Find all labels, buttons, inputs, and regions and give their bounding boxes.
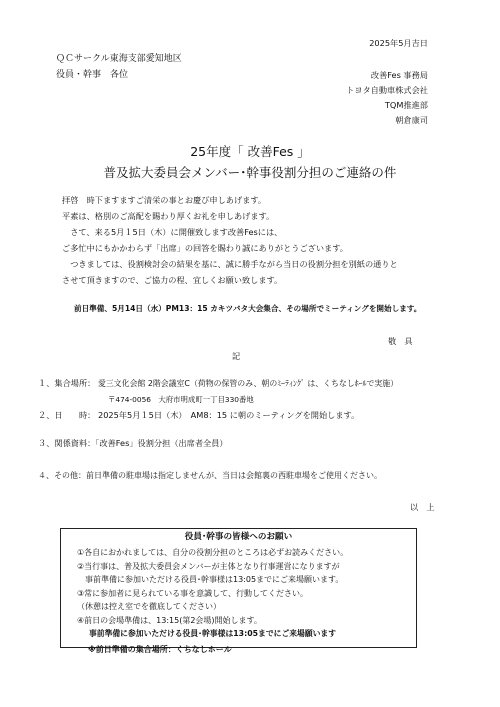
request-line: ④前日の会場準備は、13:15(第2会場)開始します。: [77, 616, 262, 625]
body-line: さて、来る5月１5日（木）に開催致します改善Fesには、: [62, 227, 283, 237]
datetime-value: 2025年5月１5日（木） AM8：15 に朝のミーティングを開始します。: [98, 410, 360, 420]
sender-name: 朝倉康司: [395, 115, 428, 125]
venue-address: 〒474-0056 大府市明成町一丁目330番地: [108, 395, 254, 404]
request-line: ②当行事は、普及拡大委員会メンバーが主体となり行事運営になりますが: [77, 562, 340, 571]
request-line: 事前準備に参加いただける役員･幹事様は13:05までにご来場願います。: [77, 575, 344, 584]
document-date: 2025年5月吉日: [369, 38, 428, 48]
other-notes: ４、その他：前日準備の駐車場は指定しませんが、当日は会館裏の西駐車場をご使用ください。: [38, 471, 382, 480]
sender-company: トヨタ自動車株式会社: [346, 85, 428, 95]
related-materials: ３、関係資料：「改善Fes」役割分担（出席者全員）: [38, 438, 228, 448]
body-line: ご多忙中にもかかわらず「出席」の回答を賜わり誠にありがとうございます。: [62, 243, 348, 253]
ki-heading: 記: [232, 351, 241, 361]
sender-department: TQM推進部: [384, 100, 428, 110]
venue-value: 愛三文化会館 2階会議室C（荷物の保管のみ、朝のﾐｰﾃｨﾝｸﾞ は、くちなしﾎｰﾙで実施）: [98, 379, 399, 388]
document-title-line2: 普及拡大委員会メンバー･幹事役割分担のご連絡の件: [103, 165, 397, 180]
venue-label: １、集合場所：: [38, 378, 96, 388]
document-title-line1: 25年度「 改善Fes 」: [190, 144, 310, 159]
body-line: させて頂きますので、ご協力の程、宜しくお願い致します。: [62, 275, 283, 285]
sender-office: 改善Fes 事務局: [370, 70, 428, 80]
body-line: つきましては、役割検討会の結果を基に、誠に勝手ながら当日の役割分担を別紙の通りと: [62, 259, 398, 269]
request-box-title: 役員･幹事の皆様へのお願い: [184, 532, 293, 542]
request-box: [60, 528, 417, 648]
request-line: （休憩は控え室でを徹底してください）: [77, 602, 221, 611]
request-line: ①各自におかれましては、自分の役割分担のところは必ずお読みください。: [77, 548, 349, 557]
keigu-closing: 敬 具: [388, 336, 413, 346]
body-line: 拝啓 時下ますますご清栄の事とお慶び申しあげます。: [62, 195, 267, 205]
request-bold-arrival: 事前準備に参加いただける役員･幹事様は13:05までにご来場願います: [89, 629, 337, 638]
request-bold-meeting-place: ※前日準備の集合場所：くちなしホール: [88, 645, 232, 654]
recipient-organization: ＱＣサークル東海支部愛知地区: [56, 54, 182, 64]
ijou-closing: 以 上: [410, 502, 435, 512]
datetime-label: ２、日 時：: [38, 410, 96, 420]
recipient-people: 役員・幹事 各位: [56, 70, 129, 80]
request-line: ③常に参加者に見られている事を意識して、行動してください。: [77, 589, 309, 598]
preparation-notice: 前日準備、5月14日（水）PM13：15 カキツバタ大会集合、その場所でミーティングを開始します。: [74, 304, 422, 313]
body-line: 平素は、格別のご高配を賜わり厚くお礼を申しあげます。: [62, 211, 275, 221]
